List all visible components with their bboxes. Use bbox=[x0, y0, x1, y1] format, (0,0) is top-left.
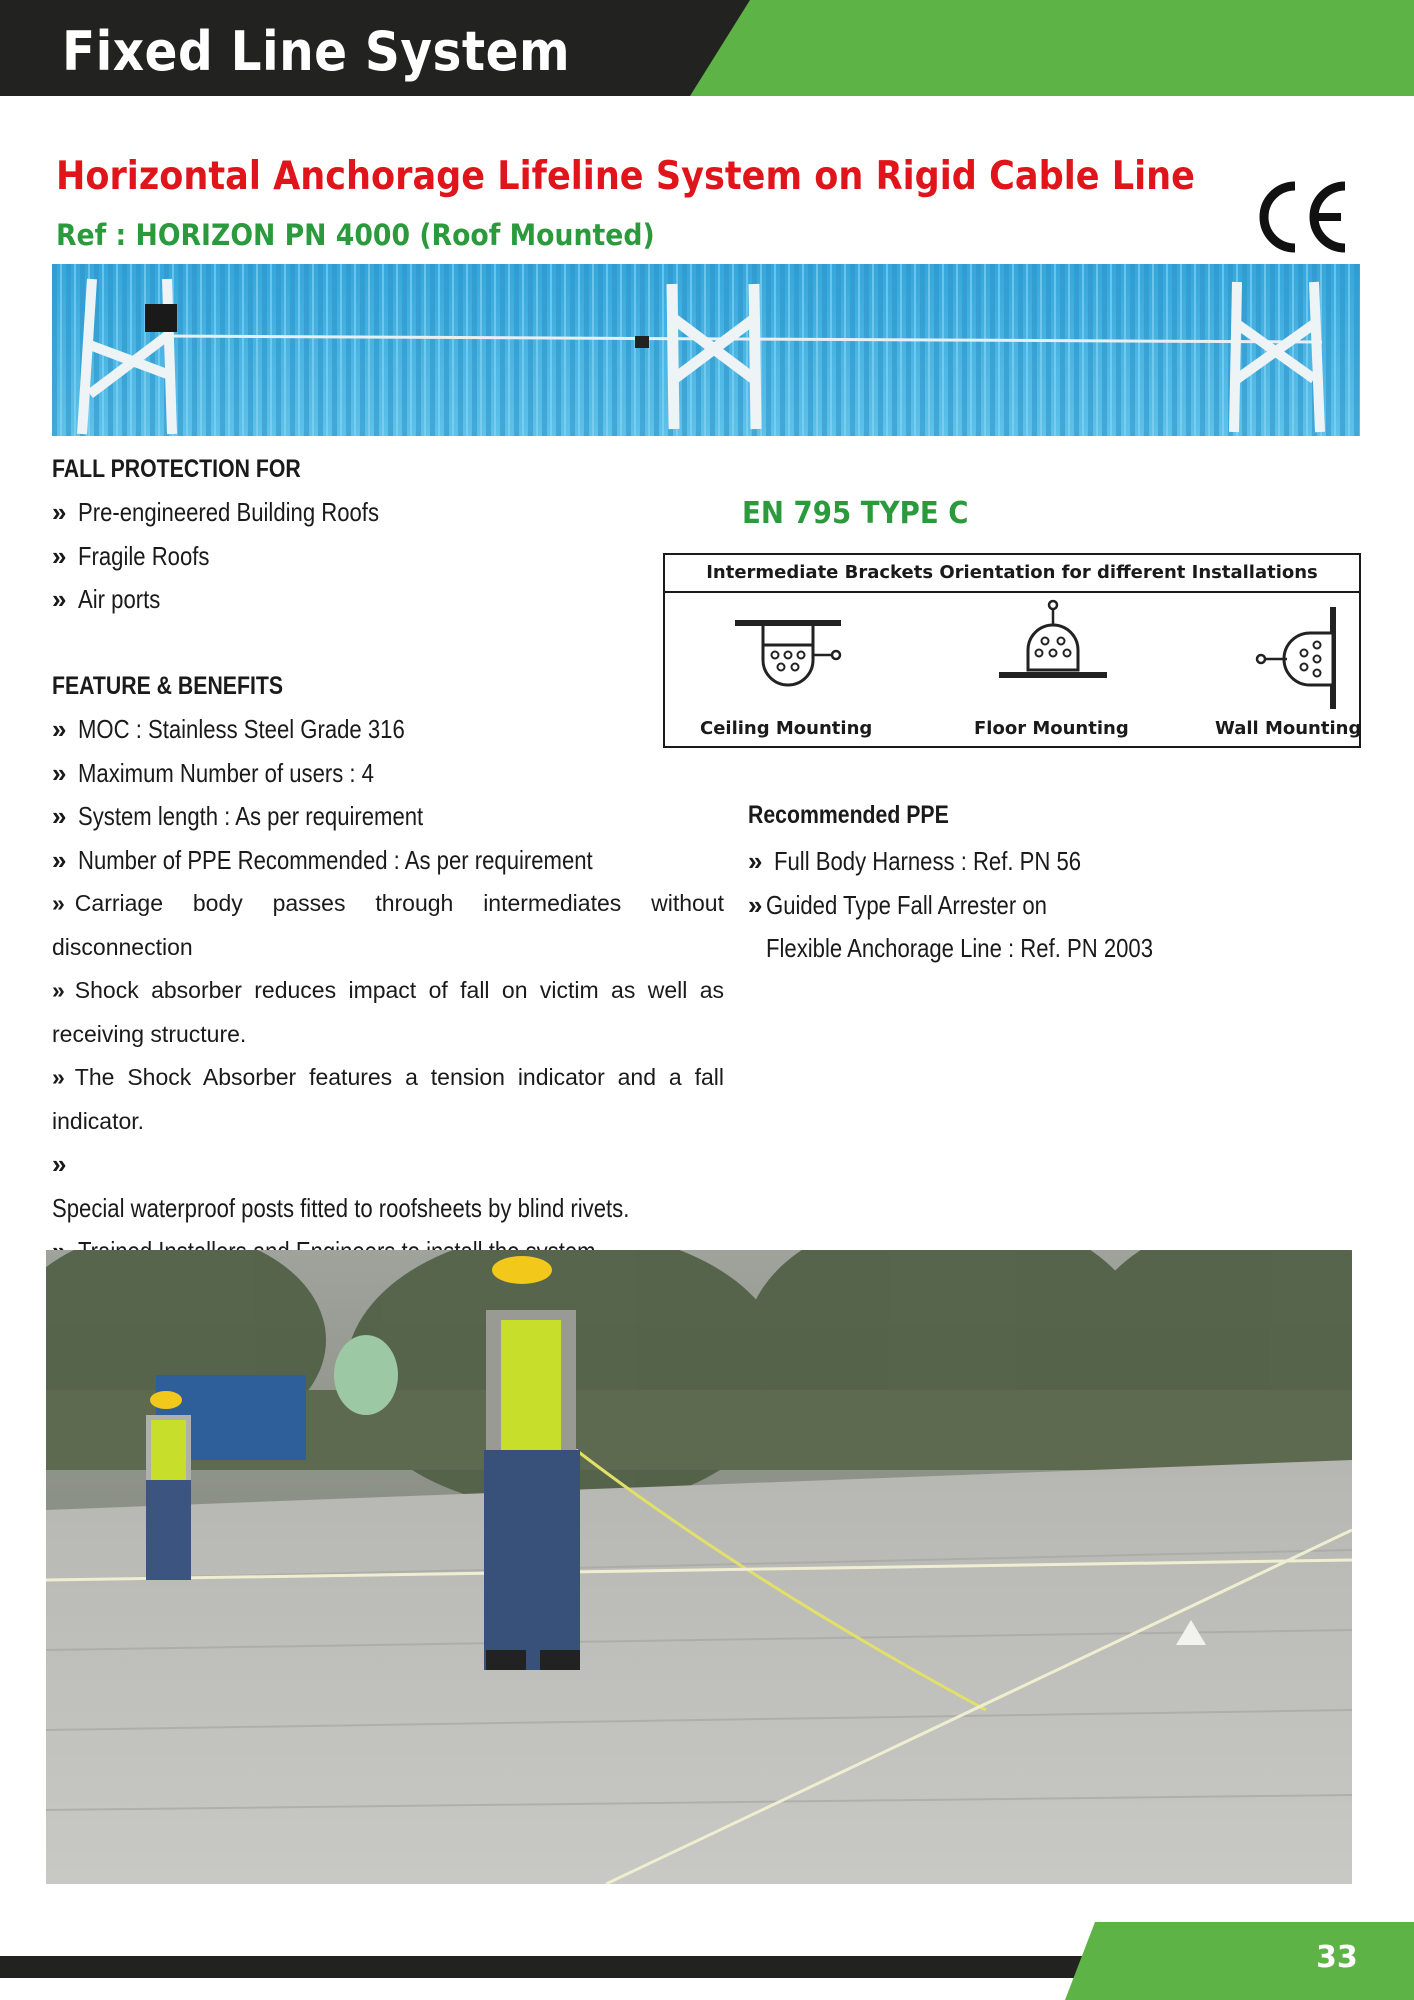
ppe-heading: Recommended PPE bbox=[748, 801, 949, 829]
list-item: » Pre-engineered Building Roofs bbox=[52, 497, 380, 527]
wall-mounting-icon bbox=[1225, 601, 1355, 711]
list-item: » MOC : Stainless Steel Grade 316 bbox=[52, 714, 405, 744]
list-item: » Full Body Harness : Ref. PN 56 bbox=[748, 846, 1082, 876]
header-green-band bbox=[690, 0, 1414, 96]
list-item: » Number of PPE Recommended : As per requirement bbox=[52, 844, 593, 875]
ce-mark-icon bbox=[1255, 178, 1351, 256]
list-item: » Shock absorber reduces impact of fall on victim as well as receiving structure. bbox=[52, 977, 724, 1047]
footer-dark-band bbox=[0, 1956, 1090, 1978]
list-item: Flexible Anchorage Line : Ref. PN 2003 bbox=[766, 933, 1153, 963]
lifeline-roof-banner-image bbox=[52, 264, 1360, 436]
fall-protection-list bbox=[52, 491, 732, 622]
ppe-list bbox=[748, 840, 1368, 971]
page-title: Fixed Line System bbox=[62, 20, 571, 83]
bracket-orientation-box bbox=[663, 553, 1361, 748]
list-item: » Carriage body passes through intermediates without disconnection bbox=[52, 890, 724, 960]
rooftop-workers-photo bbox=[46, 1250, 1352, 1884]
page-number: 33 bbox=[1316, 1940, 1358, 1975]
fall-protection-heading: FALL PROTECTION FOR bbox=[52, 455, 301, 483]
floor-mounting-icon bbox=[983, 595, 1143, 695]
background-worker bbox=[146, 1391, 191, 1580]
bracket-orientation-heading: Intermediate Brackets Orientation for different Installations bbox=[665, 555, 1359, 593]
product-title: Horizontal Anchorage Lifeline System on Rigid Cable Line bbox=[56, 154, 1195, 199]
wall-mounting-label: Wall Mounting bbox=[1215, 718, 1362, 739]
list-item: » The Shock Absorber features a tension indicator and a fall indicator. bbox=[52, 1064, 724, 1134]
list-item: » Maximum Number of users : 4 bbox=[52, 757, 374, 788]
features-list bbox=[52, 708, 724, 1274]
list-item: » Air ports bbox=[52, 584, 161, 614]
standard-label: EN 795 TYPE C bbox=[742, 496, 969, 531]
ceiling-mounting-label: Ceiling Mounting bbox=[700, 718, 873, 739]
list-item: » Fragile Roofs bbox=[52, 540, 210, 571]
footer-green-band bbox=[1065, 1922, 1414, 2000]
list-item: » System length : As per requirement bbox=[52, 801, 424, 831]
product-reference: Ref : HORIZON PN 4000 (Roof Mounted) bbox=[56, 218, 655, 252]
list-item: » Guided Type Fall Arrester on bbox=[748, 889, 1047, 920]
main-worker bbox=[484, 1256, 580, 1670]
list-item: »Special waterproof posts fitted to roofsheets by blind rivets. bbox=[52, 1149, 630, 1223]
ceiling-mounting-icon bbox=[723, 615, 883, 695]
features-heading: FEATURE & BENEFITS bbox=[52, 672, 284, 700]
floor-mounting-label: Floor Mounting bbox=[974, 718, 1129, 739]
